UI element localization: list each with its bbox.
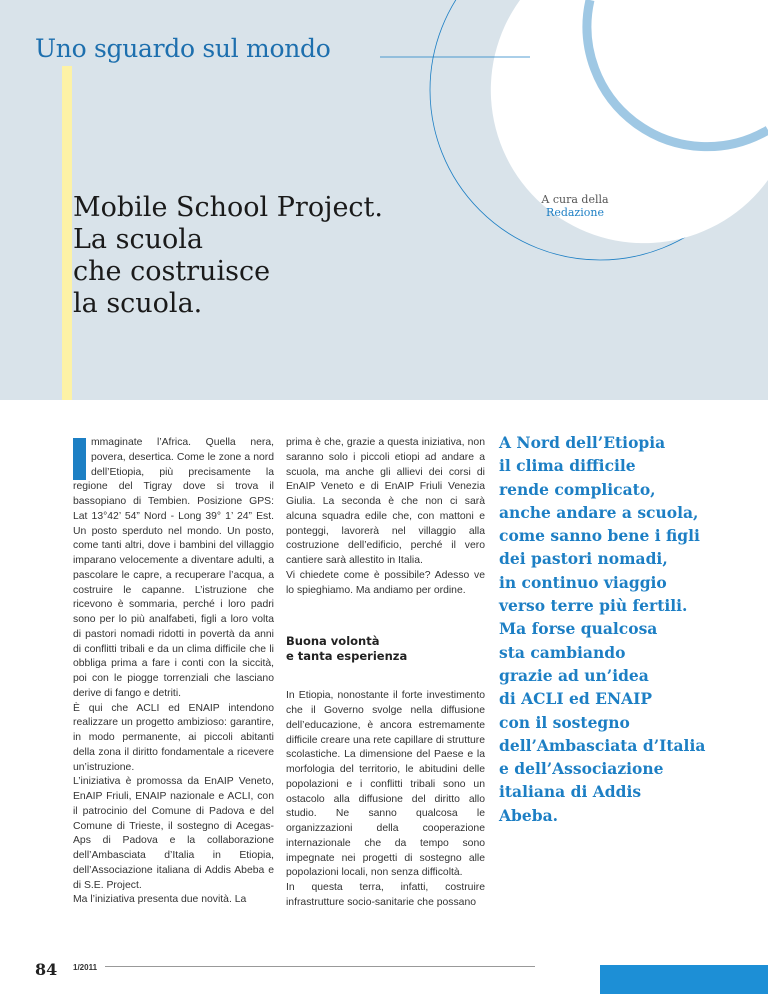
body-paragraph: In questa terra, infatti, costruire infrastrutture socio-sanitarie che possano [286, 882, 485, 908]
pull-quote-line: rende complicato, [499, 479, 656, 499]
title-line: che costruisce [73, 256, 271, 288]
byline-author: Redazione [546, 206, 604, 219]
body-paragraph: È qui che ACLI ed ENAIP intendono realizzare un progetto ambizioso: garantire, in modo permanente, ai piccoli abitanti della zona il diritto fondamentale a ricevere un’istruzione. [73, 702, 274, 773]
pull-quote [499, 431, 731, 827]
byline [500, 193, 650, 219]
issue-number: 1/2011 [73, 963, 98, 972]
title-line: La scuola [73, 224, 203, 256]
body-column-2 [286, 436, 485, 911]
article-title [73, 192, 383, 321]
footer-rule [105, 966, 535, 967]
body-paragraph: L’iniziativa è promossa da EnAIP Veneto, EnAIP Friuli, ENAIP nazionale e ACLI, con il patrocinio del Comune di Padova e del Comune di Trieste, il sostegno di Acegas-Aps di Padova e la collaborazione dell’Ambasciata d’Italia in Etiopia, dell’Associazione italiana di Addis Abeba e di S.E. Project. [73, 776, 274, 891]
body-column-1 [73, 436, 274, 908]
section-title: Uno sguardo sul mondo [35, 34, 331, 63]
subheading-line: Buona volontà [286, 634, 380, 649]
highlight-bar [62, 66, 72, 400]
body-paragraph: Ma l’iniziativa presenta due novità. La [73, 894, 247, 906]
pull-quote-line: grazie ad un’idea [499, 665, 649, 685]
pull-quote-line: A Nord dell’Etiopia [499, 433, 666, 452]
pull-quote-line: sta cambiando [499, 642, 626, 662]
pull-quote-line: Ma forse qualcosa [499, 619, 658, 639]
body-paragraph: mmaginate l’Africa. Quella nera, povera, desertica. Come le zone a nord dell’Etiopia, più precisamente la regione del Tigray dove si trova il bassopiano di Tembien. Posizione GPS: Lat 13°42’ 54” Nord - Long 39° 1’ 24” Est. Un posto sperduto nel mondo. Un posto, come tanti altri, dove i bambini del villaggio imparano velocemente a diventare adulti, a pascolare le capre, a recuperare l’acqua, a costruire le capanne. L’istruzione che ricevono è sommaria, perché i loro padri sono per lo più analfabeti, figli a loro volta di pastori nomadi ridotti in povertà da anni di conflitti tribali e da un clima difficile che li obbliga prima a fare i conti con la siccità, poi con le piogge torrenziali che lasciano derive di fango e detriti. [73, 437, 274, 699]
pull-quote-line: dei pastori nomadi, [499, 549, 668, 569]
title-line: Mobile School Project. [73, 192, 383, 223]
byline-label: A cura della [541, 193, 609, 206]
page-number: 84 [35, 960, 58, 979]
footer-accent-block [600, 965, 768, 994]
pull-quote-line: il clima difficile [499, 456, 636, 476]
subheading-line: e tanta esperienza [286, 649, 408, 664]
pull-quote-line: di ACLI ed ENAIP [499, 689, 653, 709]
pull-quote-line: e dell’Associazione [499, 759, 664, 779]
pull-quote-line: dell’Ambasciata d’Italia [499, 735, 706, 755]
title-line: la scuola. [73, 288, 203, 320]
pull-quote-line: italiana di Addis [499, 782, 642, 802]
pull-quote-line: in continuo viaggio [499, 572, 667, 592]
pull-quote-line: con il sostegno [499, 712, 630, 732]
drop-cap [73, 438, 86, 480]
pull-quote-line: verso terre più fertili. [499, 596, 688, 616]
body-paragraph: In Etiopia, nonostante il forte investimento che il Governo svolge nella diffusione dell’educazione, è ancora estremamente difficile creare una rete capillare di strutture scolastiche. La dimensione del Paese e la morfologia del territorio, le abitudini delle popolazioni e i conflitti tribali sono un ostacolo alla diffusione del diritto allo studio. Ne sanno qualcosa le organizzazioni della cooperazione internazionale che da tempo sono impegnate nei progetti di sostegno alle popolazioni locali, non senza difficoltà. [286, 690, 485, 879]
pull-quote-line: anche andare a scuola, [499, 502, 699, 522]
body-paragraph: Vi chiedete come è possibile? Adesso ve lo spieghiamo. Ma andiamo per ordine. [286, 569, 485, 596]
body-paragraph: prima è che, grazie a questa iniziativa, non saranno solo i piccoli etiopi ad andare a scuola, ma anche gli allievi dei corsi di EnAIP Veneto e di EnAIP Friuli Venezia Giulia. La seconda è che non ci sarà alcuna squadra edile che, con mattoni e ponteggi, lavorerà nel villaggio alla costruzione dell’edificio, perché il vero cantiere sarà allestito in Italia. [286, 437, 485, 566]
pull-quote-line: Abeba. [499, 805, 559, 825]
pull-quote-line: come sanno bene i figli [499, 526, 700, 546]
subheading [286, 634, 485, 664]
